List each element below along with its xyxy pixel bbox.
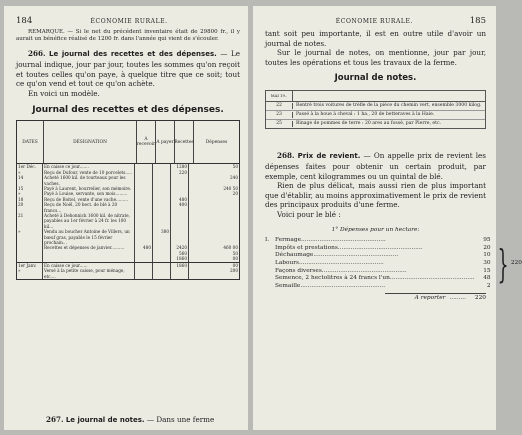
row-recevoir: 480 (135, 245, 153, 250)
row-date: » (17, 191, 43, 196)
row-designation: Payé à Louise, servante, son mois......... (43, 191, 135, 196)
right-page (253, 6, 522, 430)
section-268 (265, 151, 486, 181)
notes-body (266, 102, 485, 128)
depense-value: 2 (486, 282, 491, 289)
row-recettes: 1860 (171, 263, 189, 268)
row-recettes: 1860 (171, 256, 189, 261)
table-row (17, 175, 239, 186)
row-depenses: 460 00 (223, 245, 238, 251)
row-depenses: 240 (230, 175, 238, 181)
section-267-body: — Dans une ferme (146, 415, 215, 425)
row-designation: Payé à Laurent, bourrelier, son mémoire. (43, 186, 135, 191)
section-268-body: — On appelle prix de revient les dépenses faites pour obtenir un certain produit, par exemple, cent kilogrammes ou un quintal de blé. (265, 151, 486, 181)
paragraph-rien: Rien de plus délicat, mais aussi rien de plus important que d'établir, au moins approximativement le prix de revient des principaux produits d'une ferme. (265, 181, 486, 210)
paragraph-voici: Voici pour le blé : (277, 209, 341, 219)
depenses-total: 220 (510, 259, 522, 266)
row-date: » (17, 170, 43, 175)
row-payer (153, 213, 171, 229)
table-row (17, 213, 239, 229)
notes-row (266, 111, 485, 120)
row-depenses: 00 (232, 256, 238, 262)
depense-group (265, 260, 275, 268)
report-line: A reporter ......... 220 (414, 295, 486, 302)
row-recettes: 400 (171, 202, 189, 213)
section-267-number: 267. (46, 415, 64, 425)
brace-glyph: } (497, 241, 509, 286)
section-266-number: 266. (28, 49, 46, 59)
left-page (4, 6, 248, 430)
row-depenses (189, 202, 239, 213)
section-268-number: 268. (277, 151, 295, 161)
row-depenses: 50 (232, 250, 238, 256)
depense-group (265, 252, 275, 260)
notes-title: Journal de notes. (334, 73, 417, 84)
row-date: » (17, 229, 43, 245)
remark-text: REMARQUE. — Si le net du précédent inventaire était de 29800 fr., il y aurait un bénéfice réalisé de 1200 fr. dans l'année qui vient de s'écouler. (16, 29, 240, 43)
row-recettes: 1280 (171, 164, 189, 169)
row-designation: Reçu de Boitel, vente d'une vache......... (43, 197, 135, 202)
row-depenses: 200 (230, 268, 238, 274)
row-date: 1er Déc. (17, 164, 43, 169)
row-payer (153, 268, 171, 279)
row-depenses (189, 229, 239, 245)
right-paragraph-2: Sur le journal de notes, on mentionne, jour par jour, toutes les opérations et tous les travaux de la ferme. (265, 48, 486, 67)
depense-label: Semaille (275, 282, 301, 289)
right-paragraph-1: tant soit peu importante, il est en outre utile d'avoir un journal de notes. (265, 29, 486, 48)
row-designation: Acheté à Dehonnick 1600 kil. de nitrate, payables au 1er février à 24 fr. les 100 kil... (43, 213, 135, 229)
depenses-list (265, 237, 522, 303)
row-recettes (171, 213, 189, 229)
row-date: 1er Janv. (17, 263, 43, 268)
row-depenses: 00 (232, 262, 238, 268)
row-recettes (171, 175, 189, 186)
row-date: 18 (17, 197, 43, 202)
row-payer (153, 175, 171, 186)
row-designation: Reçu de Dufour, vente de 10 porcelets..... (43, 170, 135, 175)
row-date: 15 (17, 186, 43, 191)
ledger-table (16, 120, 240, 280)
depense-group (265, 283, 275, 291)
depense-label: Impôts et prestations (275, 244, 338, 251)
depense-line: Labours .............................................. 30 (265, 260, 491, 268)
depense-line: Déchaumage .............................................. 10 (265, 252, 491, 260)
row-recettes: 2420 (171, 245, 189, 250)
row-designation: Recettes et dépenses de janvier.......... (43, 245, 135, 250)
notes-day: 22 (266, 103, 293, 109)
depense-value: 95 (483, 237, 491, 244)
notes-day: 23 (266, 112, 293, 118)
depense-line: Semence, 2 hectolitres à 24 francs l'un .............................................. 48 (265, 275, 491, 283)
depense-group (265, 245, 275, 253)
notes-text: Rentré trois voitures de trèfle de la pièce du chemin vert, ensemble 3000 kilog. (296, 103, 482, 109)
depenses-lines (265, 237, 491, 290)
depense-line: Façons diverses .............................................. 15 (265, 268, 491, 276)
row-recettes: 480 (171, 197, 189, 202)
row-depenses: 20 (232, 191, 238, 197)
row-designation: En caisse ce jour....... (43, 164, 135, 169)
depense-value: 15 (483, 267, 491, 274)
row-designation: En caisse ce jour...... (43, 263, 135, 268)
row-date: » (17, 268, 43, 279)
notes-table (265, 90, 486, 129)
left-header (16, 16, 240, 26)
row-date: 21 (17, 213, 43, 229)
row-depenses: 240 50 (223, 186, 238, 191)
notes-header-blank (293, 91, 485, 101)
right-header (265, 16, 486, 26)
row-recettes (171, 268, 189, 279)
notes-text: Binage de pommes de terre : 20 ares au fossé, par Pierre, etc. (296, 121, 441, 127)
ledger-body (17, 164, 239, 279)
table-row (17, 202, 239, 213)
row-designation: Acheté 1600 kil. de tourteaux pour les vaches. (43, 175, 135, 186)
col-payer: A payer (156, 121, 175, 163)
row-date: 20 (17, 202, 43, 213)
depense-group: I. (265, 237, 270, 244)
row-designation: Versé à la petite caisse, pour ménage, etc.... (43, 268, 135, 279)
row-recevoir (135, 256, 153, 261)
row-depenses: 50 (232, 164, 238, 170)
notes-header-date: MAI 19.. (266, 91, 293, 101)
row-depenses (189, 213, 239, 229)
col-depenses: Dépenses (205, 139, 228, 145)
depense-value: 30 (483, 259, 491, 266)
row-designation: Reçu de Noël, 20 hect. de blé à 20 francs... (43, 202, 135, 213)
notes-header (266, 91, 485, 102)
row-payer: 380 (153, 229, 171, 245)
col-designation: DÉSIGNATION (44, 121, 137, 163)
section-266-body: — Le journal indique, jour par jour, toutes les sommes qu'on reçoit et toutes celles qu'on paye, à quelque titre que ce soit; tout ce qu'on vend et tout ce qu'on achète. (16, 49, 240, 89)
row-payer (153, 202, 171, 213)
row-recettes: 560 (171, 251, 189, 256)
depense-label: Semence, 2 hectolitres à 24 francs l'un (275, 275, 390, 282)
table-title: Journal des recettes et des dépenses. (32, 105, 224, 116)
row-recevoir (135, 268, 153, 279)
depense-group (265, 268, 275, 276)
row-recevoir (135, 202, 153, 213)
depense-group (265, 275, 275, 283)
depense-label: Fermage (275, 237, 302, 244)
row-recevoir (135, 213, 153, 229)
depense-line: Semaille .............................................. 2 (265, 283, 491, 291)
depense-line: I. Fermage .............................................. 95 (265, 237, 491, 244)
row-recettes: 220 (171, 170, 189, 175)
depense-value: 48 (483, 275, 491, 282)
notes-row (266, 102, 485, 111)
depense-label: Déchaumage (275, 252, 314, 259)
depense-value: 20 (483, 244, 491, 251)
row-designation (43, 256, 135, 261)
row-designation: Vendu au boucher Antoine de Villers, un bœuf gras, payable le 15 février prochain... (43, 229, 135, 245)
running-title-right: ÉCONOMIE RURALE. (335, 18, 413, 25)
depenses-total-block (491, 237, 521, 290)
col-recettes: Recettes (175, 121, 194, 163)
col-recevoir: A recevoir (137, 121, 156, 163)
report-label: A reporter (414, 295, 446, 302)
section-267-heading: Le journal de notes. (65, 416, 145, 425)
notes-day: 25 (266, 121, 293, 127)
report-value: 220 (474, 295, 486, 302)
section-266-heading: Le journal des recettes et des dépenses. (49, 50, 217, 59)
depenses-title: 1° Dépenses pour un hectare: (331, 226, 420, 233)
running-title-left: ÉCONOMIE RURALE. (90, 18, 168, 25)
page-number-left: 184 (16, 16, 33, 26)
row-date (17, 256, 43, 261)
table-row (17, 268, 239, 279)
row-recevoir (135, 175, 153, 186)
row-recevoir (135, 229, 153, 245)
depense-value: 10 (483, 252, 491, 259)
row-recettes (171, 229, 189, 245)
section-267 (16, 415, 240, 426)
page-number-right: 185 (469, 16, 486, 26)
row-payer (153, 256, 171, 261)
depense-line: Impôts et prestations .............................................. 20 (265, 245, 491, 253)
section-268-heading: Prix de revient. (297, 152, 361, 161)
section-266-tail: En voici un modèle. (28, 88, 100, 98)
col-dates: DATES (17, 121, 44, 163)
ledger-header (17, 121, 239, 164)
row-date: 14 (17, 175, 43, 186)
depense-label: Labours (275, 259, 299, 266)
notes-text: Passé à la houe à cheval : 1 ha., 20 de betteraves à la Haie. (296, 112, 435, 118)
table-row (17, 229, 239, 245)
notes-row (266, 120, 485, 128)
section-266 (16, 49, 240, 88)
depense-label: Façons diverses (275, 267, 322, 274)
